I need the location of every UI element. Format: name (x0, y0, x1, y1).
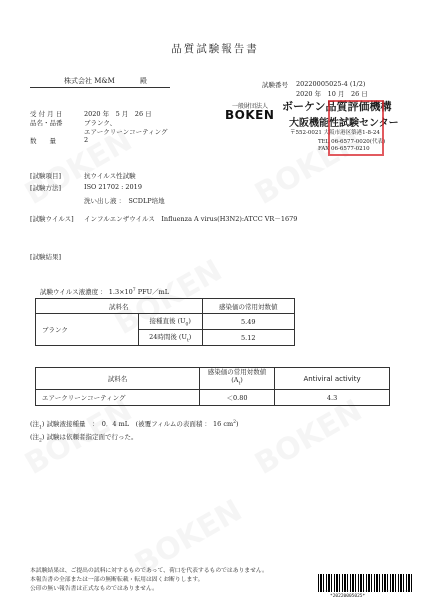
table2-activity-value: 4.3 (275, 390, 390, 406)
center-name: 大阪機能性試験センター (289, 118, 399, 129)
table1-row-immediate-value: 5.49 (202, 314, 294, 330)
note-2: (注$_2$) 試験は依頼者指定面で行った。 (30, 433, 138, 444)
org-name: ボーケン品質評価機構 (282, 100, 392, 113)
item-value-1: ブランク、 (84, 119, 117, 127)
results-table-blank (35, 298, 295, 346)
barcode (318, 574, 414, 592)
table1-row-24h-value: 5.12 (202, 330, 294, 346)
org-fax: FAX 06-6577-0210 (318, 146, 370, 152)
qty-label: 数 量 (30, 137, 56, 145)
receipt-date-label: 受 付 月 日 (30, 110, 63, 118)
washout-medium: 洗い出し液 ： SCDLP培地 (84, 197, 165, 205)
table1-row-immediate-label: 接種直後 $(U_0)$ (138, 314, 202, 330)
report-date: 2020 年 10 月 26 日 (296, 90, 368, 98)
barcode-number: *20220005025* (330, 594, 366, 599)
report-number-label: 試験番号 (262, 81, 288, 89)
org-tel: TEL 06-6577-0020(代表) (318, 139, 386, 145)
table1-header-log: 感染価の常用対数値 (202, 299, 294, 314)
test-method-value: ISO 21702 : 2019 (84, 183, 142, 191)
table1-row-24h-label: 24時間後 $(U_t)$ (138, 330, 202, 346)
client-name: 株式会社 M&M (64, 77, 115, 85)
boken-watermark (249, 393, 368, 482)
test-virus-value: インフルエンザウイルス Influenza A virus(H3N2):ATCC VR－1679 (84, 215, 298, 223)
footer-line-2: 本報告書の全部または一部の無断転載・転用は固くお断りします。 (30, 577, 204, 583)
virus-concentration: 試験ウイルス液濃度 ： $1.3\times 10^7$ PFU／mL (40, 287, 170, 296)
table1-sample-blank: ブランク (36, 314, 139, 346)
report-number: 20220005025-4 (1/2) (296, 80, 366, 88)
document-title: 品質試験報告書 (171, 43, 259, 55)
test-method-label: [試験方法] (30, 184, 62, 192)
receipt-date-value: 2020 年 5 月 26 日 (84, 110, 152, 118)
test-item-value: 抗ウイルス性試験 (84, 172, 136, 180)
client-line (30, 76, 170, 88)
boken-logo: BOKEN (225, 108, 275, 122)
footer-line-1: 本試験結果は、ご提出の試料に対するものであって、荷口を代表するものではありません。 (30, 568, 268, 574)
table2-log-value: ＜0.80 (199, 390, 274, 406)
test-virus-label: [試験ウイルス] (30, 215, 74, 223)
table2-header-activity: Antiviral activity (275, 368, 390, 390)
footer-line-3: 公印の無い報告書は正式なものではありません。 (30, 586, 158, 592)
official-seal (328, 100, 384, 156)
item-label: 品名・品番 (30, 119, 63, 127)
results-label: [試験結果] (30, 253, 62, 261)
client-suffix: 殿 (140, 77, 147, 85)
table1-header-sample: 試料名 (36, 299, 203, 314)
test-item-label: [試験項目] (30, 172, 62, 180)
org-type: 一般財団法人 (232, 103, 269, 110)
item-value-2: エアークリーンコーティング (84, 128, 168, 136)
table2-sample-coating: エアークリーンコーティング (36, 390, 200, 406)
qty-value: 2 (84, 136, 89, 144)
note-1: (注$_1$) 試験液接種量 ： 0．4 mL (被覆フィルムの表面積 ： 16 $cm^2$) (30, 419, 239, 431)
table2-header-sample: 試料名 (36, 368, 200, 390)
org-postal: 〒552-0021 大阪市港区築港1-8-24 (290, 130, 380, 136)
table2-header-log: 感染価の常用対数値 $(A_t)$ (199, 368, 274, 390)
results-table-coating (35, 367, 390, 406)
